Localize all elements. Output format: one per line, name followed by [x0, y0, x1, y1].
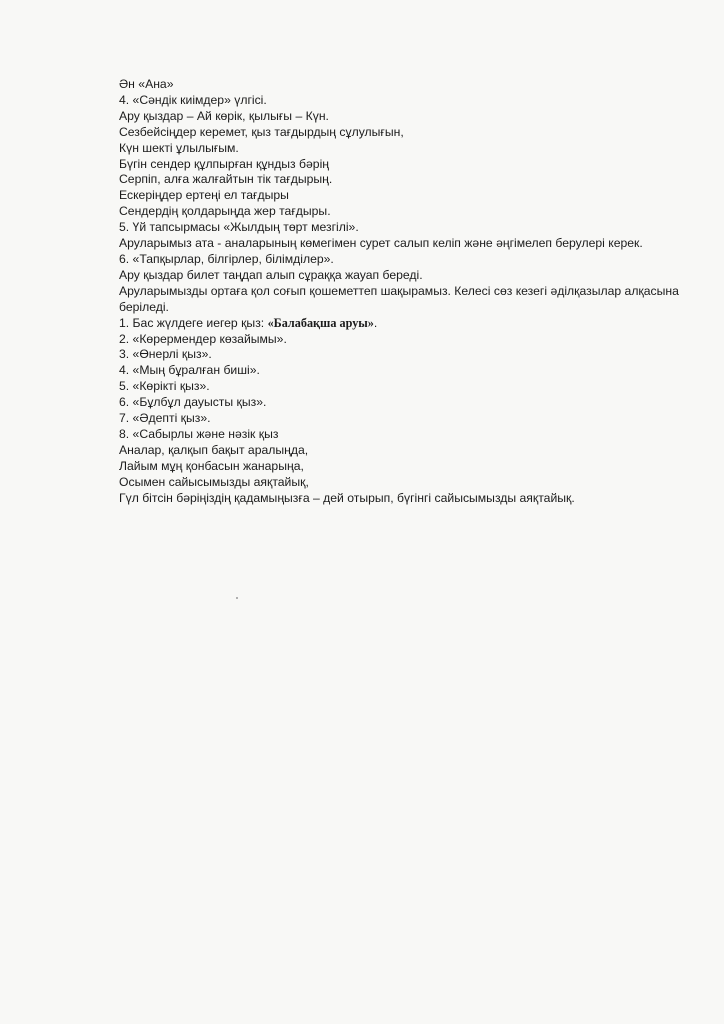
text-line: Ару қыздар – Ай көрік, қылығы – Күн.: [119, 108, 329, 123]
award-title: «Балабақша аруы»: [267, 315, 374, 330]
text-line: Ару қыздар билет таңдап алып сұраққа жауап береді.: [119, 267, 423, 282]
text-line: 5. Үй тапсырмасы «Жылдың төрт мезгілі».: [119, 220, 359, 235]
award-line: 8. «Сабырлы және нәзік қыз: [119, 426, 279, 441]
award-line: 2. «Көрермендер көзайымы».: [119, 331, 287, 346]
closing-line: Аналар, қалқып бақыт аралыңда,: [119, 442, 309, 457]
award-end: .: [373, 315, 378, 330]
text-line: 4. «Сәндік киімдер» үлгісі.: [119, 92, 267, 107]
text-line: Бүгін сендер құлпырған құндыз бәрің: [119, 156, 330, 171]
scan-speck: [236, 597, 238, 599]
text-line: Күн шекті ұлылығым.: [119, 140, 239, 155]
award-line: 5. «Көрікті қыз».: [119, 379, 210, 394]
award-line-1: [119, 316, 709, 332]
award-line: 4. «Мың бұралған биші».: [119, 363, 260, 378]
text-paragraph: Аруларымызды ортаға қол соғып қошеметтеп шақырамыз. Келесі сөз кезегі әділқазылар алқасына беріледі.: [119, 283, 679, 314]
award-line: 6. «Бұлбұл дауысты қыз».: [119, 395, 267, 410]
closing-line: Гүл бітсін бәріңіздің қадамыңызға – дей отырып, бүгінгі сайысымызды аяқтайық.: [119, 490, 575, 505]
document-body: [119, 77, 709, 506]
text-line: Сендердің қолдарыңда жер тағдыры.: [119, 204, 331, 219]
text-line: Аруларымыз ата - аналарының көмегімен сурет салып келіп және әңгімелеп берулері керек.: [119, 236, 643, 251]
closing-line: Осымен сайысымызды аяқтайық,: [119, 474, 309, 489]
text-line: Ескеріңдер ертеңі ел тағдыры: [119, 188, 289, 203]
award-intro: 1. Бас жүлдеге иегер қыз:: [119, 315, 268, 330]
closing-line: Лайым мұң қонбасын жанарыңа,: [119, 458, 304, 473]
text-line: Ән «Ана»: [119, 77, 174, 91]
text-line: 6. «Тапқырлар, білгірлер, білімділер».: [119, 251, 334, 266]
award-line: 7. «Әдепті қыз».: [119, 411, 211, 426]
text-line: Сезбейсіңдер керемет, қыз тағдырдың сұлулығын,: [119, 124, 404, 139]
text-line: Серпіп, алға жалғайтын тік тағдырың.: [119, 172, 333, 187]
award-line: 3. «Өнерлі қыз».: [119, 347, 212, 362]
